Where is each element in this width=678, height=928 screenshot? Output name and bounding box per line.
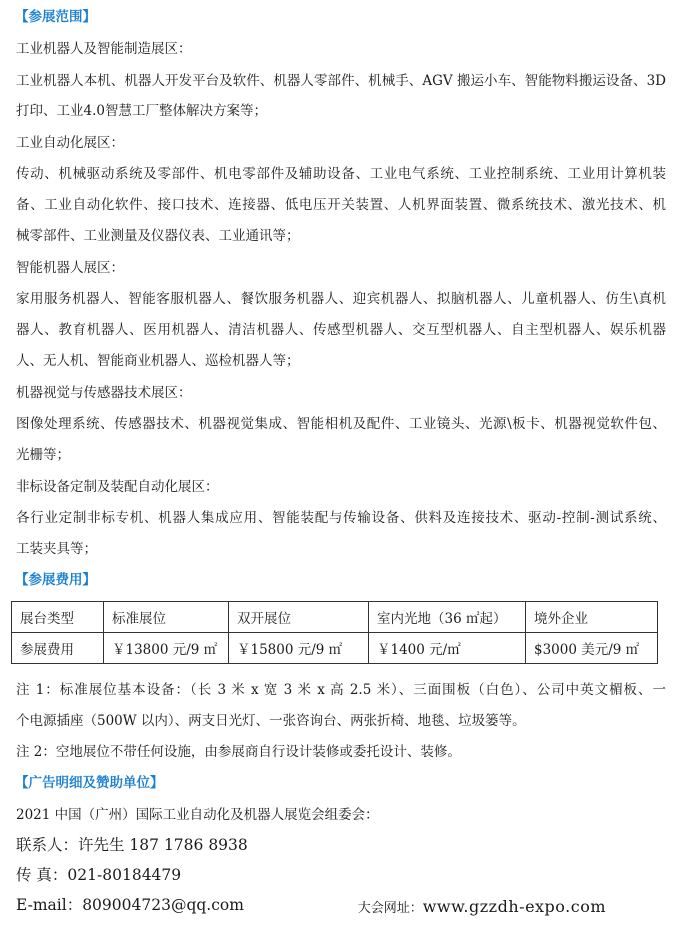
website-link[interactable]: www.gzzdh-expo.com: [422, 897, 606, 916]
fee-note-2: 注 2：空地展位不带任何设施，由参展商自行设计装修或委托设计、装修。: [16, 744, 461, 760]
zone-text-line: 械零部件、工业测量及仪器仪表、工业通讯等；: [16, 228, 300, 244]
zone-text-line: 工装夹具等；: [16, 541, 97, 557]
fees-header: 【参展费用】: [15, 572, 96, 588]
zone-title-industrial-automation: 工业自动化展区：: [16, 135, 124, 151]
zone-text-line: 家用服务机器人、智能客服机器人、餐饮服务机器人、迎宾机器人、拟脑机器人、儿童机器人、仿生\真机: [16, 291, 666, 307]
scope-header: 【参展范围】: [15, 9, 96, 25]
zone-title-intelligent-robot: 智能机器人展区：: [16, 260, 124, 276]
website: [358, 897, 606, 916]
zone-text-line: 备、工业自动化软件、接口技术、连接器、低电压开关装置、人机界面装置、微系统技术、激光技术、机: [16, 197, 666, 213]
fees-table: [11, 601, 658, 664]
zone-text-line: 器人、教育机器人、医用机器人、清洁机器人、传感型机器人、交互型机器人、自主型机器人、娱乐机器: [16, 322, 666, 338]
table-header-row: [12, 602, 658, 633]
table-cell: ￥15800 元/9 ㎡: [229, 633, 369, 664]
table-cell: ￥1400 元/㎡: [369, 633, 526, 664]
table-header-cell: 境外企业: [526, 602, 658, 633]
email-line: E-mail：809004723@qq.com: [16, 896, 244, 914]
zone-text-line: 打印、工业4.0智慧工厂整体解决方案等；: [16, 103, 267, 119]
zone-title-nonstandard-equipment: 非标设备定制及装配自动化展区：: [16, 479, 219, 495]
table-cell: ￥13800 元/9 ㎡: [104, 633, 229, 664]
fee-note-1-continued: 个电源插座（500W 以内）、两支日光灯、一张咨询台、两张折椅、地毯、垃圾篓等。: [16, 713, 526, 729]
ads-header: 【广告明细及赞助单位】: [15, 775, 164, 791]
zone-text-line: 光栅等；: [16, 447, 70, 463]
table-header-cell: 标准展位: [104, 602, 229, 633]
zone-text-line: 各行业定制非标专机、机器人集成应用、智能装配与传输设备、供料及连接技术、驱动-控制-测试系统、: [16, 510, 666, 526]
fee-note-1: 注 1：标准展位基本设备：（长 3 米 x 宽 3 米 x 高 2.5 米）、三面围板（白色）、公司中英文楣板、一: [16, 682, 666, 698]
zone-title-machine-vision: 机器视觉与传感器技术展区：: [16, 385, 192, 401]
zone-text-line: 人、无人机、智能商业机器人、巡检机器人等；: [16, 353, 300, 369]
table-header-cell: 室内光地（36 ㎡起）: [369, 602, 526, 633]
website-label: 大会网址：: [357, 901, 423, 916]
table-header-cell: 双开展位: [229, 602, 369, 633]
zone-text-line: 工业机器人本机、机器人开发平台及软件、机器人零部件、机械手、AGV 搬运小车、智能物料搬运设备、3D: [16, 73, 666, 89]
zone-text-line: 图像处理系统、传感器技术、机器视觉集成、智能相机及配件、工业镜头、光源\板卡、机器视觉软件包、: [16, 416, 666, 432]
table-cell: $3000 美元/9 ㎡: [526, 633, 658, 664]
fax-line: 传 真：021-80184479: [16, 866, 182, 884]
table-cell: 参展费用: [12, 633, 104, 664]
zone-text-line: 传动、机械驱动系统及零部件、机电零部件及辅助设备、工业电气系统、工业控制系统、工业用计算机装: [16, 166, 666, 182]
organizer-line: 2021 中国（广州）国际工业自动化及机器人展览会组委会：: [16, 807, 379, 823]
contact-line: 联系人：许先生 187 1786 8938: [16, 836, 248, 854]
table-row: [12, 633, 658, 664]
table-header-cell: 展台类型: [12, 602, 104, 633]
zone-title-industrial-robot: 工业机器人及智能制造展区：: [16, 41, 192, 57]
